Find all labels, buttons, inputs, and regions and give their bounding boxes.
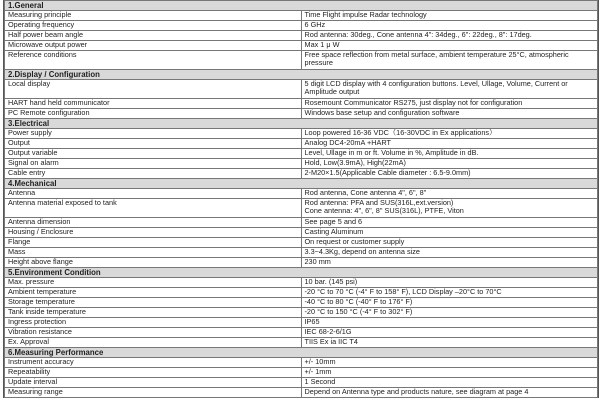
- spec-value: [301, 368, 598, 378]
- spec-value-line: +/- 10mm: [304, 357, 336, 366]
- spec-value-line: -40 °C to 80 °C (-40° F to 176° F): [304, 297, 413, 306]
- spec-row: [5, 258, 598, 268]
- spec-key: Housing / Enclosure: [5, 228, 302, 238]
- spec-row: [5, 139, 598, 149]
- spec-value-line: Rod antenna, Cone antenna 4", 6", 8": [304, 188, 427, 197]
- spec-value: [301, 378, 598, 388]
- spec-row: [5, 328, 598, 338]
- spec-row: [5, 228, 598, 238]
- spec-value-line: TIIS Ex ia IIC T4: [304, 337, 358, 346]
- spec-key: Signal on alarm: [5, 159, 302, 169]
- spec-value: [301, 109, 598, 119]
- spec-key: Antenna material exposed to tank: [5, 199, 302, 218]
- spec-value: [301, 318, 598, 328]
- section-title: 6.Measuring Performance: [5, 348, 598, 358]
- spec-key: Storage temperature: [5, 298, 302, 308]
- spec-value: [301, 308, 598, 318]
- spec-row: [5, 318, 598, 328]
- spec-value-line: Casting Aluminum: [304, 227, 364, 236]
- spec-value: [301, 238, 598, 248]
- spec-value-line: Cone antenna: 4", 6", 8" SUS(316L), PTFE, Viton: [304, 206, 464, 216]
- spec-value: [301, 228, 598, 238]
- spec-row: [5, 308, 598, 318]
- spec-key: Max. pressure: [5, 278, 302, 288]
- spec-value: [301, 41, 598, 51]
- spec-value: [301, 218, 598, 228]
- spec-table-body: [5, 1, 598, 398]
- spec-row: [5, 109, 598, 119]
- spec-value-line: 1 Second: [304, 377, 336, 386]
- section-header-row: [5, 268, 598, 278]
- spec-row: [5, 358, 598, 368]
- spec-value-line: Rod antenna: PFA and SUS(316L,ext.version): [304, 198, 454, 207]
- spec-row: [5, 41, 598, 51]
- spec-key: Flange: [5, 238, 302, 248]
- spec-row: [5, 129, 598, 139]
- spec-value-line: IEC 68-2-6/1G: [304, 327, 352, 336]
- spec-key: Cable entry: [5, 169, 302, 179]
- section-title: 5.Environment Condition: [5, 268, 598, 278]
- spec-value-line: Hold, Low(3.9mA), High(22mA): [304, 158, 406, 167]
- spec-key: Repeatability: [5, 368, 302, 378]
- spec-key: Antenna dimension: [5, 218, 302, 228]
- spec-value-line: See page 5 and 6: [304, 217, 363, 226]
- spec-row: [5, 218, 598, 228]
- spec-value-line: Free space reflection from metal surface, ambient temperature 25°C, atmospheric: [304, 50, 569, 59]
- spec-row: [5, 11, 598, 21]
- spec-key: Operating frequency: [5, 21, 302, 31]
- spec-row: [5, 21, 598, 31]
- spec-value: [301, 31, 598, 41]
- spec-key: Ingress protection: [5, 318, 302, 328]
- spec-value: [301, 388, 598, 398]
- spec-value: [301, 169, 598, 179]
- spec-row: [5, 238, 598, 248]
- spec-value-line: 5 digit LCD display with 4 configuration buttons. Level, Ullage, Volume, Current or: [304, 79, 568, 88]
- spec-value-line: 10 bar. (145 psi): [304, 277, 358, 286]
- spec-row: [5, 199, 598, 218]
- spec-value-line: Time Flight impulse Radar technology: [304, 10, 427, 19]
- spec-value-line: Level, Ullage in m or ft. Volume in %, Amplitude in dB.: [304, 148, 479, 157]
- spec-value: [301, 99, 598, 109]
- section-title: 1.General: [5, 1, 598, 11]
- spec-row: [5, 149, 598, 159]
- spec-value-line: Rosemount Communicator RS275, just display not for configuration: [304, 98, 523, 107]
- spec-value-line: Rod antenna: 30deg., Cone antenna 4": 34deg., 6": 22deg., 8": 17deg.: [304, 30, 532, 39]
- spec-value: [301, 129, 598, 139]
- spec-key: Power supply: [5, 129, 302, 139]
- spec-value-line: +/- 1mm: [304, 367, 332, 376]
- spec-key: Instrument accuracy: [5, 358, 302, 368]
- spec-key: HART hand held communicator: [5, 99, 302, 109]
- spec-value: [301, 139, 598, 149]
- spec-row: [5, 159, 598, 169]
- spec-row: [5, 248, 598, 258]
- spec-value-line: -20 °C to 70 °C (-4° F to 158° F), LCD Display –20°C to 70°C: [304, 287, 502, 296]
- spec-value: [301, 358, 598, 368]
- spec-key: Microwave output power: [5, 41, 302, 51]
- spec-row: [5, 368, 598, 378]
- spec-key: Ambient temperature: [5, 288, 302, 298]
- section-title: 4.Mechanical: [5, 179, 598, 189]
- spec-row: [5, 169, 598, 179]
- spec-value: [301, 11, 598, 21]
- spec-value: [301, 248, 598, 258]
- section-header-row: [5, 348, 598, 358]
- spec-value-line: Loop powered 16-36 VDC（16-30VDC in Ex applications）: [304, 128, 497, 137]
- spec-value: [301, 199, 598, 218]
- section-header-row: [5, 70, 598, 80]
- section-header-row: [5, 179, 598, 189]
- section-header-row: [5, 1, 598, 11]
- spec-value-line: IP65: [304, 317, 320, 326]
- spec-key: Antenna: [5, 189, 302, 199]
- spec-value: [301, 51, 598, 70]
- spec-row: [5, 189, 598, 199]
- spec-value-line: 230 mm: [304, 257, 331, 266]
- section-title: 2.Display / Configuration: [5, 70, 598, 80]
- spec-value-line: Amplitude output: [304, 87, 360, 97]
- spec-value-line: 2-M20×1.5(Applicable Cable diameter : 6.5-9.0mm): [304, 168, 471, 177]
- spec-row: [5, 80, 598, 99]
- spec-key: Local display: [5, 80, 302, 99]
- spec-row: [5, 378, 598, 388]
- spec-row: [5, 99, 598, 109]
- section-title: 3.Electrical: [5, 119, 598, 129]
- spec-row: [5, 278, 598, 288]
- spec-value-line: 6 GHz: [304, 20, 326, 29]
- spec-key: Ex. Approval: [5, 338, 302, 348]
- spec-value: [301, 149, 598, 159]
- spec-key: Output variable: [5, 149, 302, 159]
- spec-row: [5, 338, 598, 348]
- spec-value-line: Max 1 μ W: [304, 40, 340, 49]
- section-header-row: [5, 119, 598, 129]
- spec-value: [301, 189, 598, 199]
- spec-key: Mass: [5, 248, 302, 258]
- spec-value-line: Analog DC4-20mA +HART: [304, 138, 391, 147]
- spec-table: [4, 0, 598, 398]
- spec-key: Vibration resistance: [5, 328, 302, 338]
- spec-value: [301, 328, 598, 338]
- spec-key: Measuring principle: [5, 11, 302, 21]
- spec-key: Reference conditions: [5, 51, 302, 70]
- spec-value: [301, 278, 598, 288]
- spec-row: [5, 388, 598, 398]
- spec-value: [301, 80, 598, 99]
- spec-value: [301, 159, 598, 169]
- spec-value-line: -20 °C to 150 °C (-4° F to 302° F): [304, 307, 413, 316]
- spec-value-line: On request or customer supply: [304, 237, 405, 246]
- spec-value: [301, 338, 598, 348]
- spec-sheet: [3, 0, 599, 398]
- spec-value-line: 3.3~4.3Kg, depend on antenna size: [304, 247, 420, 256]
- spec-row: [5, 31, 598, 41]
- spec-key: Output: [5, 139, 302, 149]
- spec-key: Height above flange: [5, 258, 302, 268]
- spec-key: Measuring range: [5, 388, 302, 398]
- spec-value-line: Windows base setup and configuration software: [304, 108, 460, 117]
- spec-value: [301, 258, 598, 268]
- spec-row: [5, 288, 598, 298]
- spec-key: PC Remote configuration: [5, 109, 302, 119]
- spec-key: Update interval: [5, 378, 302, 388]
- spec-value: [301, 288, 598, 298]
- spec-key: Tank inside temperature: [5, 308, 302, 318]
- spec-value: [301, 298, 598, 308]
- spec-key: Half power beam angle: [5, 31, 302, 41]
- spec-row: [5, 298, 598, 308]
- spec-value: [301, 21, 598, 31]
- spec-row: [5, 51, 598, 70]
- spec-value-line: pressure: [304, 58, 333, 68]
- spec-value-line: Depend on Antenna type and products nature, see diagram at page 4: [304, 387, 529, 396]
